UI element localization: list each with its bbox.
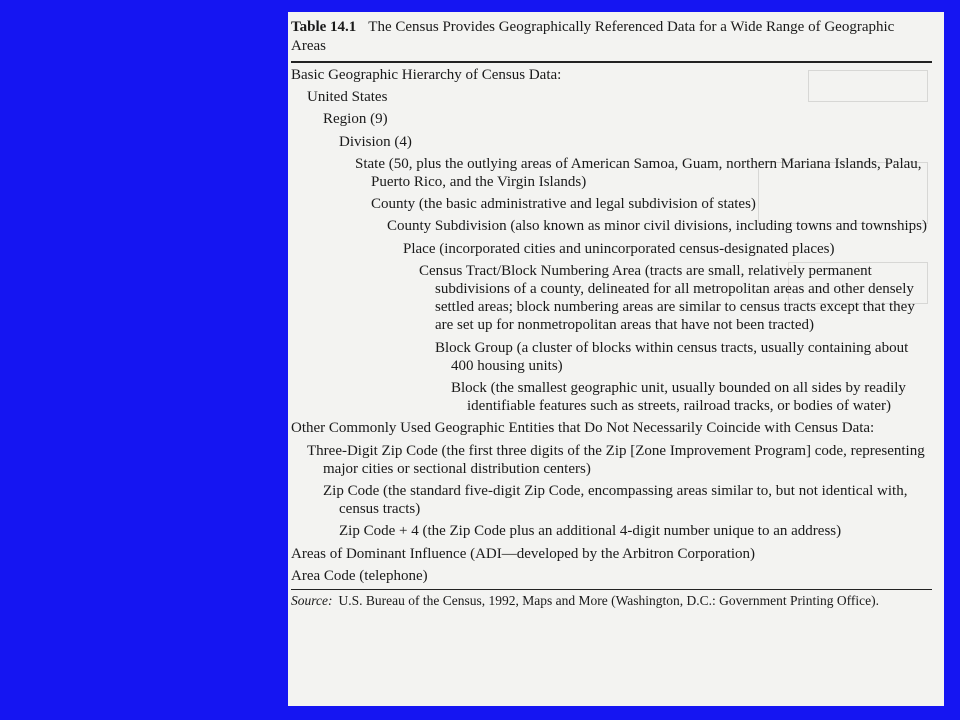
hierarchy-entry: United States — [307, 89, 388, 106]
source-text: U.S. Bureau of the Census, 1992, Maps and More (Washington, D.C.: Government Printing Office). — [338, 593, 879, 609]
hierarchy-entry: Census Tract/Block Numbering Area (tracts are small, relatively permanent subdivisions of a county, delineated for all metropolitan areas and other densely settled areas; block numbering areas are similar to census tracts except that they are set up for nonmetropolitan areas that have not been tracted) — [419, 262, 915, 334]
hierarchy-entry: Area Code (telephone) — [291, 567, 428, 584]
source-rule — [291, 589, 932, 590]
hierarchy-entry: Division (4) — [339, 133, 412, 150]
hierarchy-entry: Three-Digit Zip Code (the first three digits of the Zip [Zone Improvement Program] code, representing major cities or sectional distribution centers) — [307, 442, 925, 477]
table-title — [291, 18, 932, 56]
scanned-table-page — [288, 12, 944, 706]
hierarchy-entry: County (the basic administrative and legal subdivision of states) — [371, 196, 756, 213]
table-caption: The Census Provides Geographically Referenced Data for a Wide Range of Geographic Areas — [291, 19, 895, 54]
hierarchy-entry: Zip Code (the standard five-digit Zip Code, encompassing areas similar to, but not identical with, census tracts) — [323, 483, 908, 518]
hierarchy-entry: Place (incorporated cities and unincorporated census-designated places) — [403, 240, 835, 257]
hierarchy-entry: Other Commonly Used Geographic Entities that Do Not Necessarily Coincide with Census Data: — [291, 420, 875, 437]
title-rule — [291, 61, 932, 63]
hierarchy-entry: Areas of Dominant Influence (ADI—developed by the Arbitron Corporation) — [291, 545, 756, 562]
hierarchy-entry: Zip Code + 4 (the Zip Code plus an additional 4-digit number unique to an address) — [339, 523, 842, 540]
hierarchy-entry: County Subdivision (also known as minor civil divisions, including towns and townships) — [387, 218, 927, 235]
source-label: Source: — [291, 593, 333, 609]
table-number: Table 14.1 — [291, 19, 357, 35]
hierarchy-entry: Region (9) — [323, 111, 388, 128]
source-note — [291, 592, 932, 609]
hierarchy-entry: Block Group (a cluster of blocks within census tracts, usually containing about 400 housing units) — [435, 339, 909, 374]
hierarchy-entry: Basic Geographic Hierarchy of Census Data: — [291, 67, 562, 83]
hierarchy-entry: State (50, plus the outlying areas of American Samoa, Guam, northern Mariana Islands, Palau, Puerto Rico, and the Virgin Islands) — [355, 155, 922, 191]
hierarchy-entry: Block (the smallest geographic unit, usually bounded on all sides by readily identifiable features such as streets, railroad tracks, or bodies of water) — [451, 380, 906, 415]
table-body — [291, 66, 932, 585]
